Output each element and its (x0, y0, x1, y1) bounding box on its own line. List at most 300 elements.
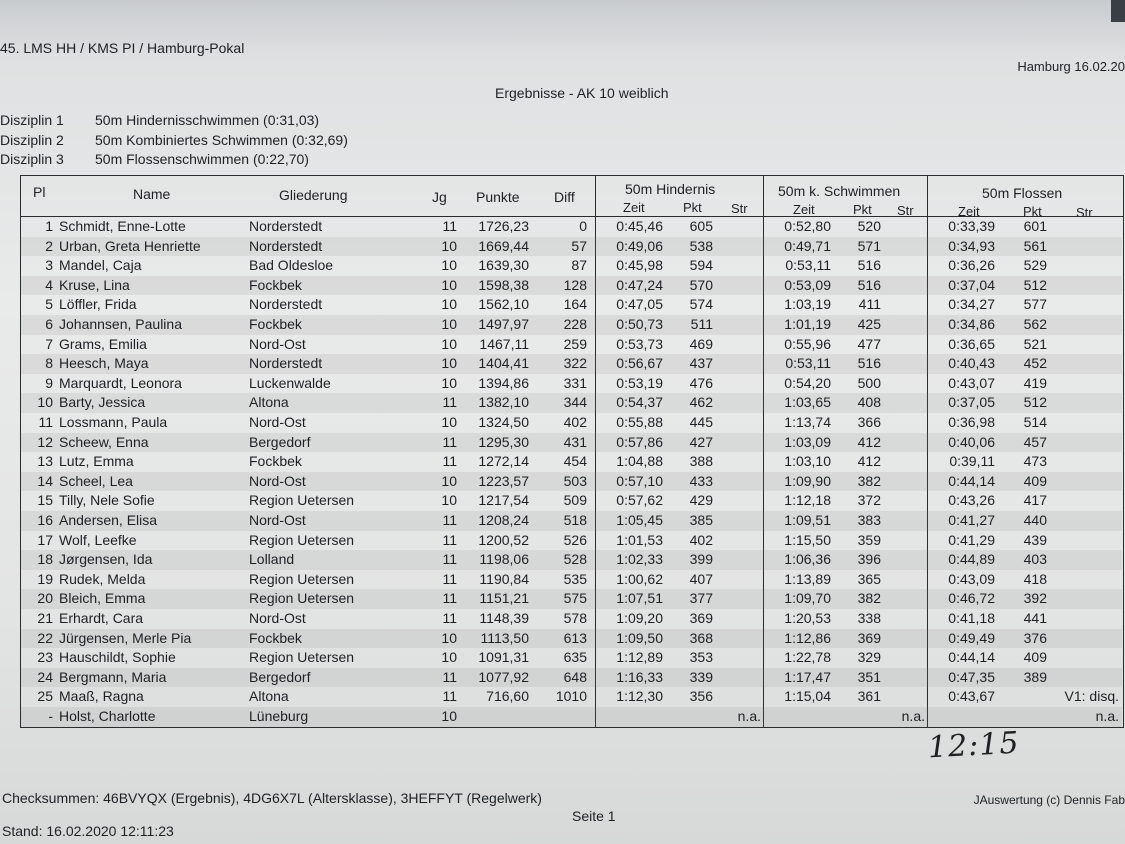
d1-time-cell: 1:12,30 (616, 688, 663, 705)
d3-time-cell: 0:37,04 (948, 276, 995, 293)
placement-cell: 8 (45, 355, 53, 372)
table-row (21, 315, 1122, 335)
points-diff-cell: 0 (579, 218, 587, 234)
sub-header-pkt: Pkt (853, 202, 872, 217)
discipline-name: 50m Flossenschwimmen (0:22,70) (95, 151, 309, 167)
d2-time-cell: 1:15,50 (784, 531, 831, 548)
print-timestamp: Stand: 16.02.2020 12:11:23 (2, 823, 174, 839)
d1-points-cell: 339 (689, 668, 713, 685)
d1-points-cell: 437 (689, 355, 713, 372)
table-row (21, 256, 1122, 276)
athlete-name-cell: Schmidt, Enne-Lotte (59, 218, 186, 234)
table-row (21, 648, 1122, 668)
table-row (21, 354, 1122, 374)
software-credit: JAuswertung (c) Dennis Fab (973, 793, 1125, 807)
d1-points-cell: 429 (689, 492, 713, 509)
points-total-cell: 1190,84 (479, 570, 529, 587)
athlete-name-cell: Jürgensen, Merle Pia (59, 629, 192, 646)
athlete-name-cell: Rudek, Melda (59, 570, 146, 587)
d3-time-cell: 0:43,26 (948, 492, 995, 509)
athlete-name-cell: Jørgensen, Ida (59, 551, 153, 568)
d1-points-cell: 427 (689, 433, 713, 450)
club-cell: Norderstedt (249, 296, 323, 313)
birth-year-cell: 11 (442, 512, 457, 528)
d1-time-cell: 1:01,53 (616, 531, 663, 548)
placement-cell: 12 (37, 433, 53, 450)
table-row (21, 335, 1122, 355)
d3-time-cell: 0:36,65 (948, 335, 995, 352)
d3-points-cell: 514 (1023, 414, 1047, 430)
placement-cell: 20 (37, 590, 53, 607)
d1-points-cell: 402 (689, 531, 713, 548)
sub-header-pkt: Pkt (683, 200, 702, 215)
birth-year-cell: 11 (442, 218, 457, 234)
birth-year-cell: 11 (442, 590, 457, 607)
sub-header-pkt: Pkt (1023, 204, 1042, 219)
d2-points-cell: 382 (857, 472, 881, 489)
place-date: Hamburg 16.02.20 (1017, 59, 1125, 74)
club-cell: Lolland (249, 551, 295, 568)
birth-year-cell: 11 (442, 570, 457, 587)
points-total-cell: 1598,38 (478, 276, 529, 293)
points-total-cell: 1562,10 (478, 296, 529, 313)
d1-time-cell: 1:02,33 (616, 551, 663, 568)
d1-time-cell: 0:55,88 (616, 414, 663, 430)
col-header-diff: Diff (554, 189, 575, 205)
d2-time-cell: 1:09,51 (784, 512, 831, 528)
placement-cell: 25 (37, 688, 53, 705)
birth-year-cell: 10 (441, 237, 457, 254)
club-cell: Nord-Ost (249, 512, 306, 528)
d3-points-cell: 440 (1023, 512, 1047, 528)
sub-header-zeit: Zeit (793, 202, 815, 217)
d1-points-cell: 462 (689, 394, 713, 411)
table-row (21, 687, 1122, 707)
birth-year-cell: 10 (441, 276, 457, 293)
points-total-cell: 1404,41 (478, 355, 529, 372)
col-header-pl: Pl (33, 184, 46, 200)
d3-time-cell: 0:44,89 (948, 551, 995, 568)
d3-time-cell: 0:43,67 (948, 688, 995, 705)
d1-time-cell: 0:50,73 (616, 316, 663, 332)
paper-edge (1111, 0, 1125, 22)
club-cell: Region Uetersen (249, 590, 355, 607)
d3-time-cell: 0:43,07 (948, 374, 995, 391)
d2-points-cell: 329 (857, 649, 881, 666)
d3-points-cell: 389 (1023, 668, 1047, 685)
birth-year-cell: 10 (441, 472, 457, 489)
d2-time-cell: 0:52,80 (784, 218, 831, 234)
club-cell: Nord-Ost (249, 335, 306, 352)
points-diff-cell: 535 (563, 570, 587, 587)
d3-time-cell: 0:37,05 (948, 394, 995, 411)
points-diff-cell: 613 (563, 629, 587, 646)
d1-time-cell: 0:57,86 (616, 433, 663, 450)
athlete-name-cell: Johannsen, Paulina (59, 316, 182, 332)
athlete-name-cell: Wolf, Leefke (59, 531, 137, 548)
points-diff-cell: 431 (563, 433, 587, 450)
d2-points-cell: 516 (857, 257, 881, 274)
points-total-cell: 1382,10 (478, 394, 529, 411)
birth-year-cell: 11 (442, 433, 457, 450)
d3-points-cell: 409 (1023, 472, 1047, 489)
club-cell: Region Uetersen (249, 570, 355, 587)
athlete-name-cell: Urban, Greta Henriette (59, 237, 201, 254)
d1-points-cell: 511 (690, 316, 713, 332)
athlete-name-cell: Maaß, Ragna (59, 688, 144, 705)
d3-time-cell: 0:41,18 (948, 610, 995, 626)
club-cell: Fockbek (249, 316, 302, 332)
club-cell: Bergedorf (249, 668, 311, 685)
d1-points-cell: 605 (689, 218, 713, 234)
d3-points-cell: 562 (1023, 316, 1047, 332)
d1-points-cell: 594 (689, 257, 713, 274)
discipline-3 (0, 151, 309, 167)
d3-points-cell: 418 (1023, 570, 1047, 587)
points-total-cell: 716,60 (486, 688, 529, 705)
sub-header-zeit: Zeit (623, 200, 645, 215)
placement-cell: 15 (37, 492, 53, 509)
points-total-cell: 1077,92 (478, 668, 529, 685)
d1-points-cell: 388 (689, 453, 713, 470)
d3-points-cell: 417 (1023, 492, 1047, 509)
d2-points-cell: 369 (857, 629, 881, 646)
d2-time-cell: 1:13,89 (784, 570, 831, 587)
d2-time-cell: 1:13,74 (784, 414, 831, 430)
d2-time-cell: 1:06,36 (784, 551, 831, 568)
d2-points-cell: 412 (857, 453, 881, 470)
club-cell: Fockbek (249, 276, 302, 293)
athlete-name-cell: Heesch, Maya (59, 355, 149, 372)
birth-year-cell: 10 (441, 492, 457, 509)
d1-time-cell: 0:45,46 (616, 218, 663, 234)
d1-time-cell: 0:54,37 (616, 394, 663, 411)
table-row (21, 550, 1122, 570)
d3-status-cell: V1: disq. (1064, 688, 1119, 705)
d3-points-cell: 441 (1023, 610, 1047, 626)
competition-title: 45. LMS HH / KMS PI / Hamburg-Pokal (0, 40, 245, 56)
d3-points-cell: 403 (1023, 551, 1047, 568)
d2-points-cell: 366 (857, 414, 881, 430)
results-heading: Ergebnisse - AK 10 weiblich (495, 85, 669, 101)
athlete-name-cell: Löffler, Frida (59, 296, 137, 313)
d2-time-cell: 1:03,19 (784, 296, 831, 313)
checksum-line: Checksummen: 46BVYQX (Ergebnis), 4DG6X7L (Altersklasse), 3HEFFYT (Regelwerk) (2, 790, 542, 806)
d1-time-cell: 0:47,24 (616, 276, 663, 293)
d2-points-cell: 396 (857, 551, 881, 568)
club-cell: Region Uetersen (249, 531, 355, 548)
d2-time-cell: 1:12,18 (784, 492, 831, 509)
d3-time-cell: 0:46,72 (948, 590, 995, 607)
d1-points-cell: 377 (689, 590, 713, 607)
points-diff-cell: 578 (563, 610, 587, 626)
d3-time-cell: 0:39,11 (949, 453, 995, 470)
d2-time-cell: 1:12,86 (784, 629, 831, 646)
results-table (20, 175, 1124, 728)
birth-year-cell: 11 (442, 688, 457, 705)
points-diff-cell: 164 (563, 296, 587, 313)
d2-points-cell: 365 (857, 570, 881, 587)
placement-cell: 2 (45, 237, 53, 254)
club-cell: Bergedorf (249, 433, 311, 450)
birth-year-cell: 11 (442, 551, 457, 568)
d1-time-cell: 0:57,62 (616, 492, 663, 509)
placement-cell: 4 (45, 276, 53, 293)
d1-time-cell: 0:49,06 (616, 237, 663, 254)
discipline-1 (0, 112, 319, 128)
points-total-cell: 1467,11 (479, 335, 529, 352)
d3-points-cell: 521 (1023, 335, 1047, 352)
d3-time-cell: 0:33,39 (948, 218, 995, 234)
athlete-name-cell: Andersen, Elisa (59, 512, 158, 528)
placement-cell: 9 (45, 374, 53, 391)
d2-points-cell: 412 (857, 433, 881, 450)
table-row (21, 629, 1122, 649)
d3-points-cell: 419 (1023, 374, 1047, 391)
points-diff-cell: 509 (563, 492, 587, 509)
discipline-2 (0, 132, 348, 148)
d1-status-cell: n.a. (737, 708, 761, 724)
d1-time-cell: 1:05,45 (616, 512, 663, 528)
birth-year-cell: 11 (442, 668, 457, 685)
d1-points-cell: 445 (689, 414, 713, 430)
points-diff-cell: 575 (563, 590, 587, 607)
birth-year-cell: 10 (441, 296, 457, 313)
points-diff-cell: 128 (563, 276, 587, 293)
discipline-label: Disziplin 2 (0, 132, 64, 148)
birth-year-cell: 10 (441, 649, 457, 666)
d3-points-cell: 601 (1023, 218, 1047, 234)
d1-time-cell: 1:12,89 (616, 649, 663, 666)
club-cell: Bad Oldesloe (249, 257, 334, 274)
table-row (21, 668, 1122, 688)
d3-time-cell: 0:36,98 (948, 414, 995, 430)
d3-points-cell: 512 (1023, 394, 1047, 411)
placement-cell: - (48, 708, 53, 724)
club-cell: Altona (249, 394, 289, 411)
d3-time-cell: 0:47,35 (948, 668, 995, 685)
d3-time-cell: 0:34,27 (948, 296, 995, 313)
d2-points-cell: 382 (857, 590, 881, 607)
points-total-cell: 1148,39 (479, 610, 529, 626)
placement-cell: 11 (38, 414, 53, 430)
d3-time-cell: 0:44,14 (948, 649, 995, 666)
d2-time-cell: 1:03,65 (784, 394, 831, 411)
table-row (21, 237, 1122, 257)
athlete-name-cell: Bergmann, Maria (59, 668, 167, 685)
table-row (21, 472, 1122, 492)
d1-time-cell: 1:07,51 (616, 590, 663, 607)
d1-points-cell: 353 (689, 649, 713, 666)
d3-time-cell: 0:41,27 (948, 512, 995, 528)
points-total-cell: 1669,44 (478, 237, 529, 254)
points-diff-cell: 57 (571, 237, 587, 254)
points-total-cell: 1497,97 (478, 316, 529, 332)
sub-header-str: Str (1076, 205, 1093, 220)
club-cell: Nord-Ost (249, 472, 306, 489)
table-row (21, 511, 1122, 531)
birth-year-cell: 11 (442, 394, 457, 411)
d1-points-cell: 574 (689, 296, 713, 313)
birth-year-cell: 11 (442, 531, 457, 548)
points-diff-cell: 526 (563, 531, 587, 548)
d3-points-cell: 529 (1023, 257, 1047, 274)
athlete-name-cell: Mandel, Caja (59, 257, 142, 274)
athlete-name-cell: Lutz, Emma (59, 453, 134, 470)
table-row (21, 295, 1122, 315)
d3-time-cell: 0:40,06 (948, 433, 995, 450)
col-header-punkte: Punkte (476, 189, 520, 205)
sub-header-str: Str (897, 203, 914, 218)
d1-time-cell: 0:56,67 (616, 355, 663, 372)
d1-points-cell: 368 (689, 629, 713, 646)
placement-cell: 17 (37, 531, 53, 548)
d3-time-cell: 0:40,43 (948, 355, 995, 372)
d2-time-cell: 1:09,70 (784, 590, 831, 607)
d2-points-cell: 477 (857, 335, 881, 352)
placement-cell: 10 (37, 394, 53, 411)
points-total-cell: 1113,50 (480, 629, 529, 646)
d3-points-cell: 561 (1023, 237, 1047, 254)
d1-time-cell: 0:45,98 (616, 257, 663, 274)
birth-year-cell: 10 (441, 414, 457, 430)
points-total-cell: 1198,06 (479, 551, 529, 568)
d2-time-cell: 1:20,53 (784, 610, 831, 626)
table-row (21, 393, 1122, 413)
d2-time-cell: 1:09,90 (784, 472, 831, 489)
d1-points-cell: 356 (689, 688, 713, 705)
table-row (21, 217, 1122, 237)
points-diff-cell: 635 (563, 649, 587, 666)
table-row (21, 491, 1122, 511)
athlete-name-cell: Bleich, Emma (59, 590, 146, 607)
d2-time-cell: 0:49,71 (784, 237, 831, 254)
table-row (21, 707, 1122, 727)
d2-points-cell: 359 (857, 531, 881, 548)
athlete-name-cell: Erhardt, Cara (59, 610, 144, 626)
club-cell: Nord-Ost (249, 414, 306, 430)
d1-time-cell: 0:53,19 (616, 374, 663, 391)
points-diff-cell: 322 (563, 355, 587, 372)
club-cell: Nord-Ost (249, 610, 306, 626)
d3-time-cell: 0:36,26 (948, 257, 995, 274)
d2-points-cell: 351 (857, 668, 881, 685)
d2-points-cell: 520 (857, 218, 881, 234)
d2-points-cell: 516 (857, 276, 881, 293)
d3-points-cell: 392 (1023, 590, 1047, 607)
d3-time-cell: 0:44,14 (948, 472, 995, 489)
d1-points-cell: 476 (689, 374, 713, 391)
d2-time-cell: 0:54,20 (784, 374, 831, 391)
club-cell: Norderstedt (249, 218, 323, 234)
athlete-name-cell: Grams, Emilia (59, 335, 147, 352)
d2-time-cell: 1:03,09 (784, 433, 831, 450)
birth-year-cell: 10 (441, 629, 457, 646)
d3-time-cell: 0:34,86 (948, 316, 995, 332)
club-cell: Region Uetersen (249, 649, 355, 666)
club-cell: Fockbek (249, 629, 302, 646)
d2-time-cell: 0:55,96 (784, 335, 831, 352)
table-row (21, 433, 1122, 453)
birth-year-cell: 10 (441, 708, 457, 724)
club-cell: Fockbek (249, 453, 302, 470)
birth-year-cell: 10 (441, 374, 457, 391)
d3-points-cell: 376 (1023, 629, 1047, 646)
d1-points-cell: 570 (689, 276, 713, 293)
placement-cell: 6 (45, 316, 53, 332)
table-row (21, 531, 1122, 551)
d3-points-cell: 512 (1023, 276, 1047, 293)
d2-time-cell: 1:15,04 (784, 688, 831, 705)
placement-cell: 18 (37, 551, 53, 568)
points-total-cell: 1639,30 (478, 257, 529, 274)
athlete-name-cell: Hauschildt, Sophie (59, 649, 176, 666)
points-diff-cell: 87 (571, 257, 587, 274)
d1-points-cell: 385 (689, 512, 713, 528)
birth-year-cell: 10 (441, 257, 457, 274)
placement-cell: 5 (45, 296, 53, 313)
d1-time-cell: 1:04,88 (616, 453, 663, 470)
d1-points-cell: 399 (689, 551, 713, 568)
points-total-cell: 1200,52 (478, 531, 529, 548)
athlete-name-cell: Tilly, Nele Sofie (59, 492, 155, 509)
d2-time-cell: 1:17,47 (784, 668, 831, 685)
points-total-cell: 1091,31 (478, 649, 529, 666)
d1-time-cell: 0:47,05 (616, 296, 663, 313)
points-diff-cell: 528 (563, 551, 587, 568)
d3-time-cell: 0:49,49 (948, 629, 995, 646)
points-diff-cell: 344 (563, 394, 587, 411)
placement-cell: 16 (37, 512, 53, 528)
handwritten-note: 12:15 (927, 725, 1021, 766)
birth-year-cell: 10 (441, 316, 457, 332)
points-diff-cell: 1010 (555, 688, 587, 705)
athlete-name-cell: Scheel, Lea (59, 472, 133, 489)
d3-time-cell: 0:41,29 (948, 531, 995, 548)
athlete-name-cell: Kruse, Lina (59, 276, 130, 293)
d2-points-cell: 411 (858, 296, 881, 313)
table-row (21, 452, 1122, 472)
d1-points-cell: 469 (689, 335, 713, 352)
d3-points-cell: 439 (1023, 531, 1047, 548)
points-total-cell: 1394,86 (478, 374, 529, 391)
placement-cell: 1 (45, 218, 53, 234)
col-header-discipline-2: 50m k. Schwimmen (778, 183, 901, 199)
discipline-label: Disziplin 3 (0, 151, 64, 167)
col-header-jg: Jg (432, 189, 447, 205)
athlete-name-cell: Scheew, Enna (59, 433, 149, 450)
athlete-name-cell: Holst, Charlotte (59, 708, 156, 724)
table-row (21, 589, 1122, 609)
sub-header-str: Str (731, 201, 748, 216)
d2-points-cell: 408 (857, 394, 881, 411)
points-diff-cell: 331 (563, 374, 587, 391)
col-header-discipline-1: 50m Hindernis (625, 181, 716, 197)
placement-cell: 7 (45, 335, 53, 352)
d1-time-cell: 1:16,33 (616, 668, 663, 685)
d2-time-cell: 0:53,11 (785, 257, 831, 274)
d2-time-cell: 1:03,10 (784, 453, 831, 470)
d1-points-cell: 538 (689, 237, 713, 254)
col-header-gliederung: Gliederung (279, 187, 348, 203)
d2-time-cell: 1:01,19 (784, 316, 831, 332)
d3-time-cell: 0:34,93 (948, 237, 995, 254)
points-total-cell: 1324,50 (478, 414, 529, 430)
d2-time-cell: 0:53,09 (784, 276, 831, 293)
points-total-cell: 1217,54 (478, 492, 529, 509)
d2-time-cell: 0:53,11 (785, 355, 831, 372)
points-diff-cell: 228 (563, 316, 587, 332)
